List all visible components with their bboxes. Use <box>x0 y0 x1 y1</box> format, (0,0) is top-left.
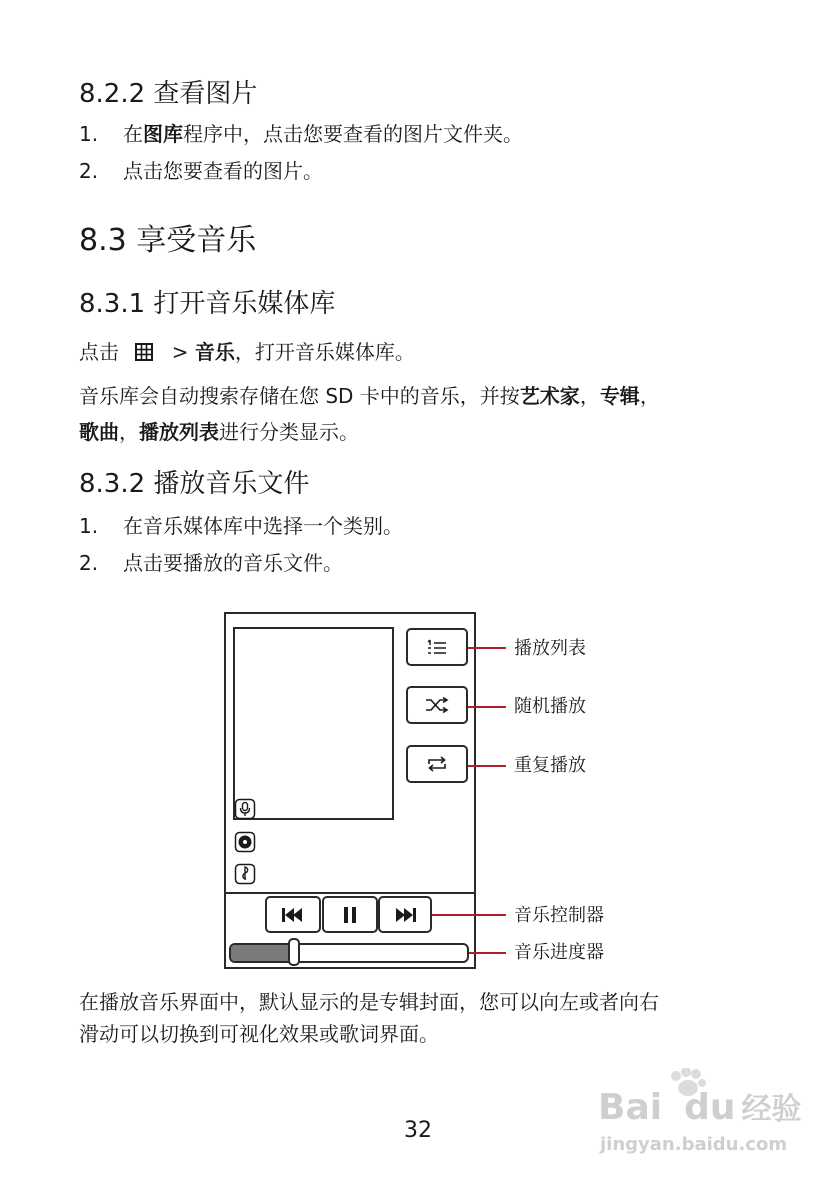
progress-leader <box>469 952 506 954</box>
pause-icon <box>342 906 358 924</box>
artist-term: 艺术家 <box>519 384 580 408</box>
playlist-label: 播放列表 <box>514 638 586 659</box>
controls-leader <box>432 914 506 916</box>
step-text-after: 程序中，点击您要查看的图片文件夹。 <box>183 122 523 146</box>
repeat-icon <box>426 755 448 773</box>
watermark-url: jingyan.baidu.com <box>600 1134 788 1155</box>
instruction-text-before: 点击 <box>79 340 119 364</box>
desc-text: 进行分类显示。 <box>219 420 359 444</box>
repeat-leader <box>468 765 506 767</box>
closing-line-1: 在播放音乐界面中，默认显示的是专辑封面，您可以向左或者向右 <box>79 990 659 1014</box>
desc-comma: ， <box>579 384 600 408</box>
shuffle-label: 随机播放 <box>514 696 586 717</box>
desc-text: 音乐库会自动搜索存储在您 SD 卡中的音乐，并按 <box>79 384 520 408</box>
closing-line-2: 滑动可以切换到可视化效果或歌词界面。 <box>79 1022 439 1046</box>
microphone-icon <box>234 798 256 824</box>
step-text-before: 在 <box>123 122 143 146</box>
instruction-text-after: ，打开音乐媒体库。 <box>234 340 415 364</box>
watermark-text-a: Bai <box>598 1087 663 1128</box>
progress-thumb[interactable] <box>288 938 300 966</box>
repeat-label: 重复播放 <box>514 755 586 776</box>
open-library-instruction <box>79 339 415 367</box>
library-description <box>79 383 759 409</box>
heading-8-3: 8.3 享受音乐 <box>79 223 257 258</box>
previous-button[interactable] <box>265 896 321 933</box>
step-number: 1. <box>79 122 99 146</box>
next-button[interactable] <box>378 896 432 933</box>
control-divider <box>226 892 474 894</box>
shuffle-icon <box>425 697 449 713</box>
album-cover <box>233 627 394 820</box>
music-term: 音乐 <box>194 340 235 364</box>
songs-term: 歌曲 <box>79 420 119 444</box>
heading-8-3-2: 8.3.2 播放音乐文件 <box>79 469 310 499</box>
step-1 <box>79 513 403 539</box>
previous-icon <box>281 907 305 923</box>
album-term: 专辑 <box>599 384 640 408</box>
controls-label: 音乐控制器 <box>514 905 604 926</box>
music-note-icon <box>234 863 256 889</box>
watermark-text-b: du <box>684 1087 736 1128</box>
watermark-brand <box>598 1088 801 1130</box>
step-text: 点击要播放的音乐文件。 <box>123 551 343 575</box>
watermark-text-cn: 经验 <box>741 1092 802 1127</box>
step-number: 2. <box>79 159 99 183</box>
step-text: 在音乐媒体库中选择一个类别。 <box>123 514 403 538</box>
progress-fill <box>231 945 288 961</box>
pause-button[interactable] <box>322 896 378 933</box>
playlist-button[interactable] <box>406 628 468 666</box>
step-2 <box>79 158 323 184</box>
repeat-button[interactable] <box>406 745 468 783</box>
arrow-separator: > <box>171 340 189 364</box>
shuffle-leader <box>468 706 506 708</box>
step-2 <box>79 550 343 576</box>
desc-comma: ， <box>119 420 139 444</box>
step-number: 1. <box>79 514 99 538</box>
playlist-icon <box>427 638 447 656</box>
gallery-term: 图库 <box>143 122 183 146</box>
desc-comma: ， <box>639 384 660 408</box>
step-1 <box>79 121 523 147</box>
page-number: 32 <box>404 1118 432 1143</box>
playlist-leader <box>468 647 506 649</box>
shuffle-button[interactable] <box>406 686 468 724</box>
next-icon <box>393 907 417 923</box>
progress-bar[interactable] <box>229 943 469 963</box>
disc-icon <box>234 831 256 857</box>
playlists-term: 播放列表 <box>139 420 219 444</box>
progress-label: 音乐进度器 <box>514 942 604 963</box>
step-number: 2. <box>79 551 99 575</box>
library-description-line2 <box>79 419 359 445</box>
grid-icon <box>135 341 153 367</box>
heading-8-2-2: 8.2.2 查看图片 <box>79 79 258 109</box>
step-text: 点击您要查看的图片。 <box>123 159 323 183</box>
heading-8-3-1: 8.3.1 打开音乐媒体库 <box>79 289 336 319</box>
